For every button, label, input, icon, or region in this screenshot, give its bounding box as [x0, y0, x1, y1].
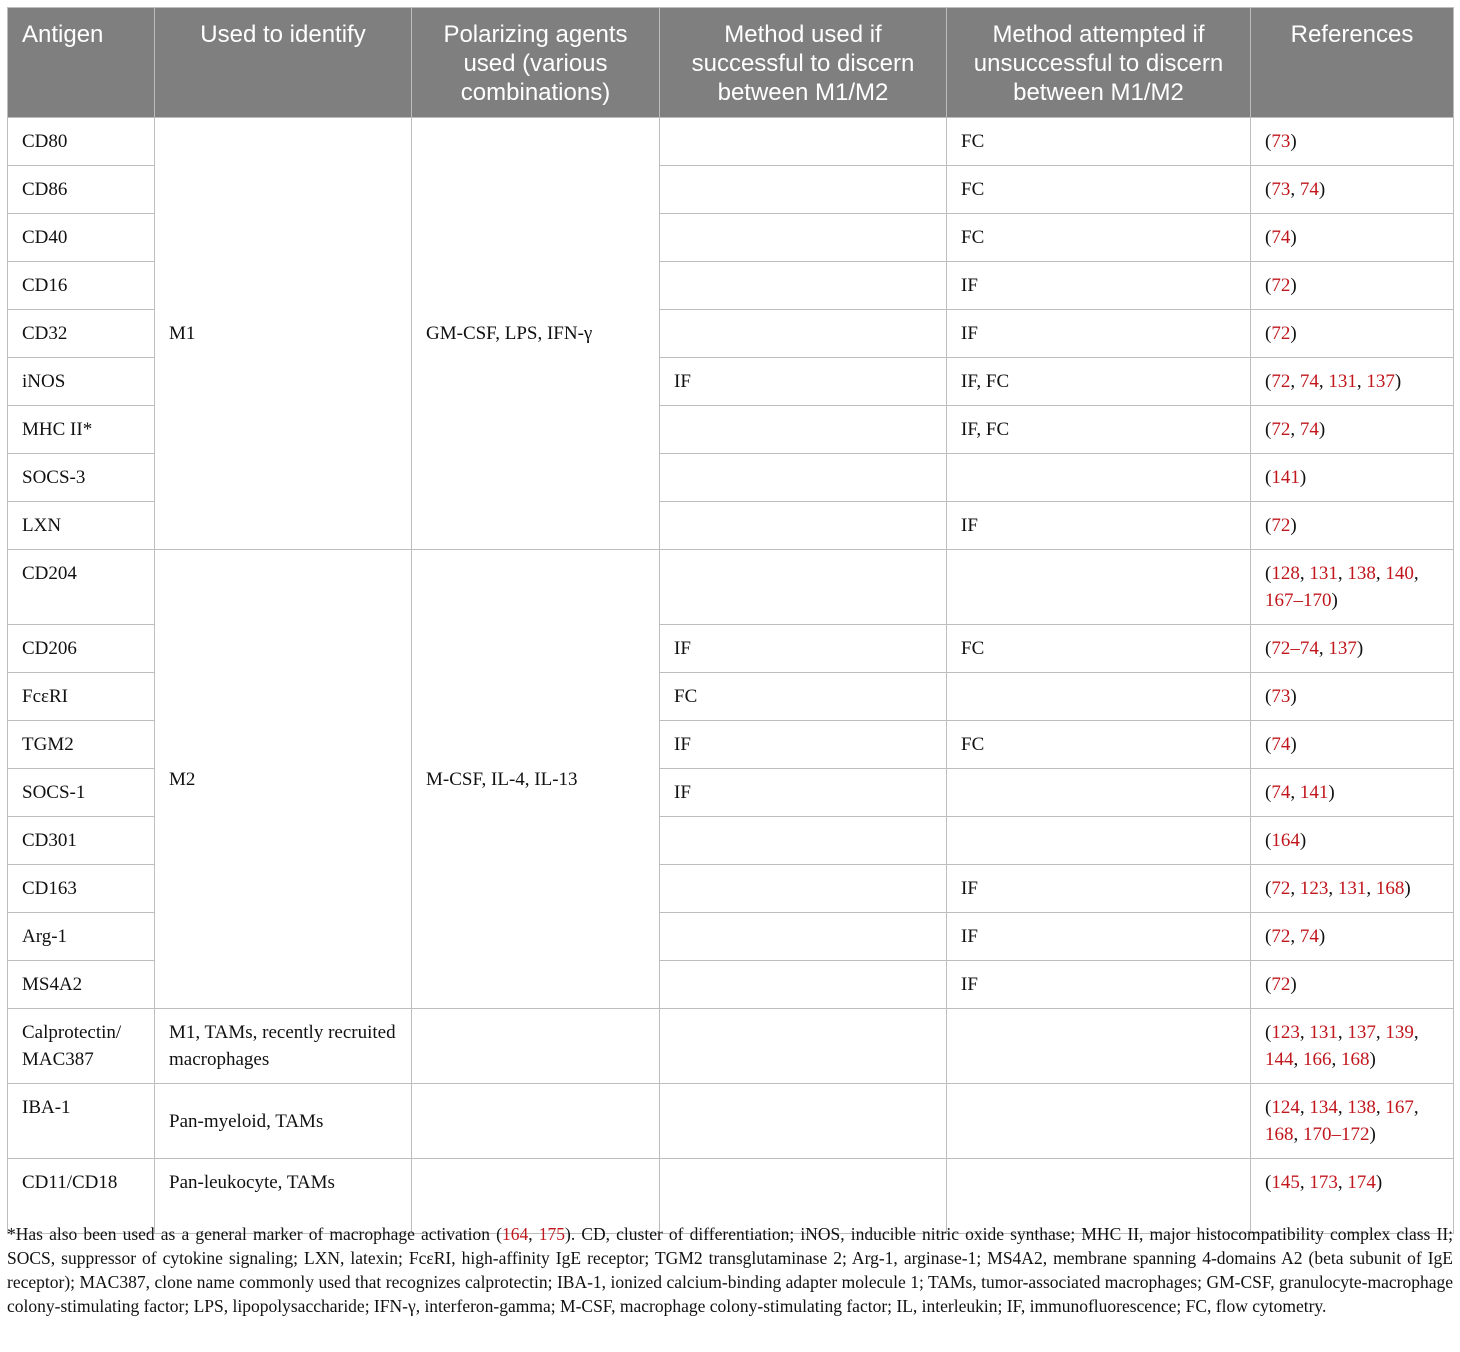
header-used-to-identify: Used to identify — [155, 8, 412, 118]
references-cell: (128, 131, 138, 140, 167–170) — [1251, 550, 1454, 625]
references-cell: (72) — [1251, 961, 1454, 1009]
references-cell: (72–74, 137) — [1251, 625, 1454, 673]
used-to-identify-cell: M1, TAMs, recently recruited macrophages — [155, 1009, 412, 1084]
method-successful-cell — [660, 118, 947, 166]
header-row — [8, 8, 1454, 118]
method-attempted-cell: FC — [947, 166, 1251, 214]
footnote-references: 164, 175 — [502, 1224, 566, 1244]
method-attempted-cell — [947, 769, 1251, 817]
reference-link[interactable]: 166 — [1303, 1049, 1332, 1070]
reference-link[interactable]: 168 — [1375, 878, 1405, 899]
method-attempted-cell: IF — [947, 865, 1251, 913]
reference-link[interactable]: 173 — [1309, 1172, 1338, 1193]
references-cell: (73) — [1251, 118, 1454, 166]
references-cell: (72) — [1251, 502, 1454, 550]
reference-link[interactable]: 72 — [1271, 371, 1291, 392]
antigen-table — [7, 7, 1454, 1234]
reference-link[interactable]: 137 — [1366, 371, 1395, 392]
references-cell: (72, 123, 131, 168) — [1251, 865, 1454, 913]
reference-link[interactable]: 131 — [1328, 371, 1357, 392]
antigen-cell: CD32 — [8, 310, 155, 358]
reference-link[interactable]: 131 — [1309, 563, 1338, 584]
references-cell: (73, 74) — [1251, 166, 1454, 214]
method-attempted-cell — [947, 550, 1251, 625]
method-successful-cell — [660, 262, 947, 310]
used-to-identify-cell: Pan-myeloid, TAMs — [155, 1084, 412, 1159]
used-to-identify-cell: Pan-leukocyte, TAMs — [155, 1159, 412, 1234]
antigen-cell: CD86 — [8, 166, 155, 214]
reference-link[interactable]: 175 — [538, 1224, 566, 1244]
reference-link[interactable]: 170–172 — [1303, 1124, 1370, 1145]
references-cell: (72, 74) — [1251, 913, 1454, 961]
footnote-lead: *Has also been used as a general marker of macrophage activation ( — [7, 1224, 502, 1244]
method-successful-cell — [660, 550, 947, 625]
reference-link[interactable]: 73 — [1271, 686, 1291, 707]
reference-link[interactable]: 138 — [1347, 563, 1376, 584]
references-cell: (74) — [1251, 721, 1454, 769]
reference-link[interactable]: 144 — [1265, 1049, 1294, 1070]
reference-link[interactable]: 167 — [1385, 1097, 1414, 1118]
polarizing-agents-cell: GM-CSF, LPS, IFN-γ — [412, 118, 660, 550]
method-attempted-cell: IF — [947, 913, 1251, 961]
method-successful-cell: IF — [660, 721, 947, 769]
references-cell: (141) — [1251, 454, 1454, 502]
references-cell: (72) — [1251, 262, 1454, 310]
antigen-cell: LXN — [8, 502, 155, 550]
used-to-identify-cell: M2 — [155, 550, 412, 1009]
method-successful-cell — [660, 913, 947, 961]
reference-link[interactable]: 168 — [1341, 1049, 1370, 1070]
reference-link[interactable]: 72 — [1271, 974, 1291, 995]
header-polarizing-agents: Polarizing agents used (various combinations) — [412, 8, 660, 118]
table-row — [8, 550, 1454, 625]
reference-link[interactable]: 74 — [1299, 419, 1319, 440]
header-method-successful: Method used if successful to discern between M1/M2 — [660, 8, 947, 118]
method-successful-cell — [660, 502, 947, 550]
references-cell: (124, 134, 138, 167, 168, 170–172) — [1251, 1084, 1454, 1159]
reference-link[interactable]: 137 — [1328, 638, 1357, 659]
reference-link[interactable]: 74 — [1271, 227, 1291, 248]
reference-link[interactable]: 72 — [1271, 419, 1291, 440]
reference-link[interactable]: 73 — [1271, 131, 1291, 152]
reference-link[interactable]: 167–170 — [1265, 590, 1332, 611]
method-successful-cell — [660, 865, 947, 913]
antigen-cell: MS4A2 — [8, 961, 155, 1009]
reference-link[interactable]: 140 — [1385, 563, 1414, 584]
antigen-cell: CD163 — [8, 865, 155, 913]
reference-link[interactable]: 72 — [1271, 878, 1291, 899]
reference-link[interactable]: 138 — [1347, 1097, 1376, 1118]
method-successful-cell: IF — [660, 769, 947, 817]
reference-link[interactable]: 74 — [1299, 926, 1319, 947]
antigen-cell: CD204 — [8, 550, 155, 625]
method-attempted-cell — [947, 673, 1251, 721]
method-successful-cell — [660, 166, 947, 214]
references-cell: (145, 173, 174) — [1251, 1159, 1454, 1234]
method-successful-cell: FC — [660, 673, 947, 721]
reference-link[interactable]: 174 — [1347, 1172, 1376, 1193]
antigen-cell: CD206 — [8, 625, 155, 673]
method-attempted-cell: IF, FC — [947, 406, 1251, 454]
method-attempted-cell — [947, 454, 1251, 502]
antigen-table-container — [7, 7, 1453, 1234]
method-attempted-cell: FC — [947, 118, 1251, 166]
references-cell: (73) — [1251, 673, 1454, 721]
table-row — [8, 1084, 1454, 1159]
polarizing-agents-cell — [412, 1084, 660, 1159]
method-successful-cell — [660, 1084, 947, 1159]
reference-link[interactable]: 131 — [1309, 1022, 1338, 1043]
method-attempted-cell — [947, 1084, 1251, 1159]
references-cell: (74) — [1251, 214, 1454, 262]
antigen-cell: CD16 — [8, 262, 155, 310]
antigen-cell: SOCS-3 — [8, 454, 155, 502]
reference-link[interactable]: 164 — [502, 1224, 529, 1244]
reference-link[interactable]: 74 — [1299, 179, 1319, 200]
polarizing-agents-cell: M-CSF, IL-4, IL-13 — [412, 550, 660, 1009]
references-cell: (72, 74, 131, 137) — [1251, 358, 1454, 406]
reference-link[interactable]: 141 — [1299, 782, 1329, 803]
table-footnote — [7, 1222, 1453, 1318]
reference-link[interactable]: 123 — [1271, 1022, 1300, 1043]
table-row — [8, 118, 1454, 166]
method-successful-cell — [660, 406, 947, 454]
reference-link[interactable]: 74 — [1271, 734, 1291, 755]
antigen-cell: TGM2 — [8, 721, 155, 769]
method-attempted-cell: FC — [947, 625, 1251, 673]
method-attempted-cell: FC — [947, 721, 1251, 769]
antigen-cell: CD40 — [8, 214, 155, 262]
reference-link[interactable]: 123 — [1299, 878, 1329, 899]
antigen-cell: Calprotectin/ MAC387 — [8, 1009, 155, 1084]
method-attempted-cell — [947, 1009, 1251, 1084]
method-successful-cell: IF — [660, 358, 947, 406]
reference-link[interactable]: 139 — [1385, 1022, 1414, 1043]
reference-link[interactable]: 72–74 — [1271, 638, 1319, 659]
method-attempted-cell — [947, 817, 1251, 865]
antigen-cell: CD301 — [8, 817, 155, 865]
reference-link[interactable]: 72 — [1271, 926, 1291, 947]
antigen-cell: Arg-1 — [8, 913, 155, 961]
reference-link[interactable]: 73 — [1271, 179, 1291, 200]
reference-link[interactable]: 137 — [1347, 1022, 1376, 1043]
used-to-identify-cell: M1 — [155, 118, 412, 550]
header-antigen: Antigen — [8, 8, 155, 118]
reference-link[interactable]: 168 — [1265, 1124, 1294, 1145]
references-cell: (74, 141) — [1251, 769, 1454, 817]
method-successful-cell — [660, 214, 947, 262]
method-successful-cell — [660, 1009, 947, 1084]
method-attempted-cell: IF — [947, 310, 1251, 358]
antigen-cell: SOCS-1 — [8, 769, 155, 817]
references-cell: (164) — [1251, 817, 1454, 865]
reference-link[interactable]: 145 — [1271, 1172, 1300, 1193]
method-successful-cell — [660, 817, 947, 865]
references-cell: (72, 74) — [1251, 406, 1454, 454]
polarizing-agents-cell — [412, 1009, 660, 1084]
reference-link[interactable]: 74 — [1271, 782, 1291, 803]
table-row — [8, 1009, 1454, 1084]
reference-link[interactable]: 124 — [1271, 1097, 1300, 1118]
antigen-cell: CD80 — [8, 118, 155, 166]
reference-link[interactable]: 72 — [1271, 323, 1291, 344]
reference-link[interactable]: 164 — [1271, 830, 1300, 851]
method-successful-cell — [660, 454, 947, 502]
antigen-cell: CD11/CD18 — [8, 1159, 155, 1234]
reference-link[interactable]: 72 — [1271, 515, 1291, 536]
method-attempted-cell: IF — [947, 502, 1251, 550]
references-cell: (123, 131, 137, 139, 144, 166, 168) — [1251, 1009, 1454, 1084]
antigen-cell: FcεRI — [8, 673, 155, 721]
antigen-cell: MHC II* — [8, 406, 155, 454]
method-attempted-cell: IF, FC — [947, 358, 1251, 406]
reference-link[interactable]: 128 — [1271, 563, 1300, 584]
reference-link[interactable]: 141 — [1271, 467, 1300, 488]
method-attempted-cell: IF — [947, 262, 1251, 310]
method-attempted-cell: IF — [947, 961, 1251, 1009]
references-cell: (72) — [1251, 310, 1454, 358]
reference-link[interactable]: 134 — [1309, 1097, 1338, 1118]
method-successful-cell — [660, 961, 947, 1009]
method-successful-cell — [660, 310, 947, 358]
header-references: References — [1251, 8, 1454, 118]
method-attempted-cell: FC — [947, 214, 1251, 262]
antigen-cell: iNOS — [8, 358, 155, 406]
antigen-cell: IBA-1 — [8, 1084, 155, 1159]
table-header — [8, 8, 1454, 118]
reference-link[interactable]: 74 — [1299, 371, 1319, 392]
reference-link[interactable]: 72 — [1271, 275, 1291, 296]
header-method-attempted: Method attempted if unsuccessful to discern between M1/M2 — [947, 8, 1251, 118]
footnote-definitions: ). CD, cluster of differentiation; iNOS, inducible nitric oxide synthase; MHC II, major histocompatibility complex class II; SOCS, suppressor of cytokine signaling; LXN, latexin; FcεRI, high-affinity IgE receptor; TGM2 transglutaminase 2; Arg-1, arginase-1; MS4A2, membrane spanning 4-domains A2 (beta subunit of IgE receptor); MAC387, clone name commonly used that recognizes calprotectin; IBA-1, ionized calcium-binding adapter molecule 1; TAMs, tumor-associated macrophages; GM-CSF, granulocyte-macrophage colony-stimulating factor; LPS, lipopolysaccharide; IFN-γ, interferon-gamma; M-CSF, macrophage colony-stimulating factor; IL, interleukin; IF, immunofluorescence; FC, flow cytometry. — [7, 1224, 1454, 1316]
table-body — [8, 118, 1454, 1234]
method-successful-cell: IF — [660, 625, 947, 673]
reference-link[interactable]: 131 — [1337, 878, 1367, 899]
